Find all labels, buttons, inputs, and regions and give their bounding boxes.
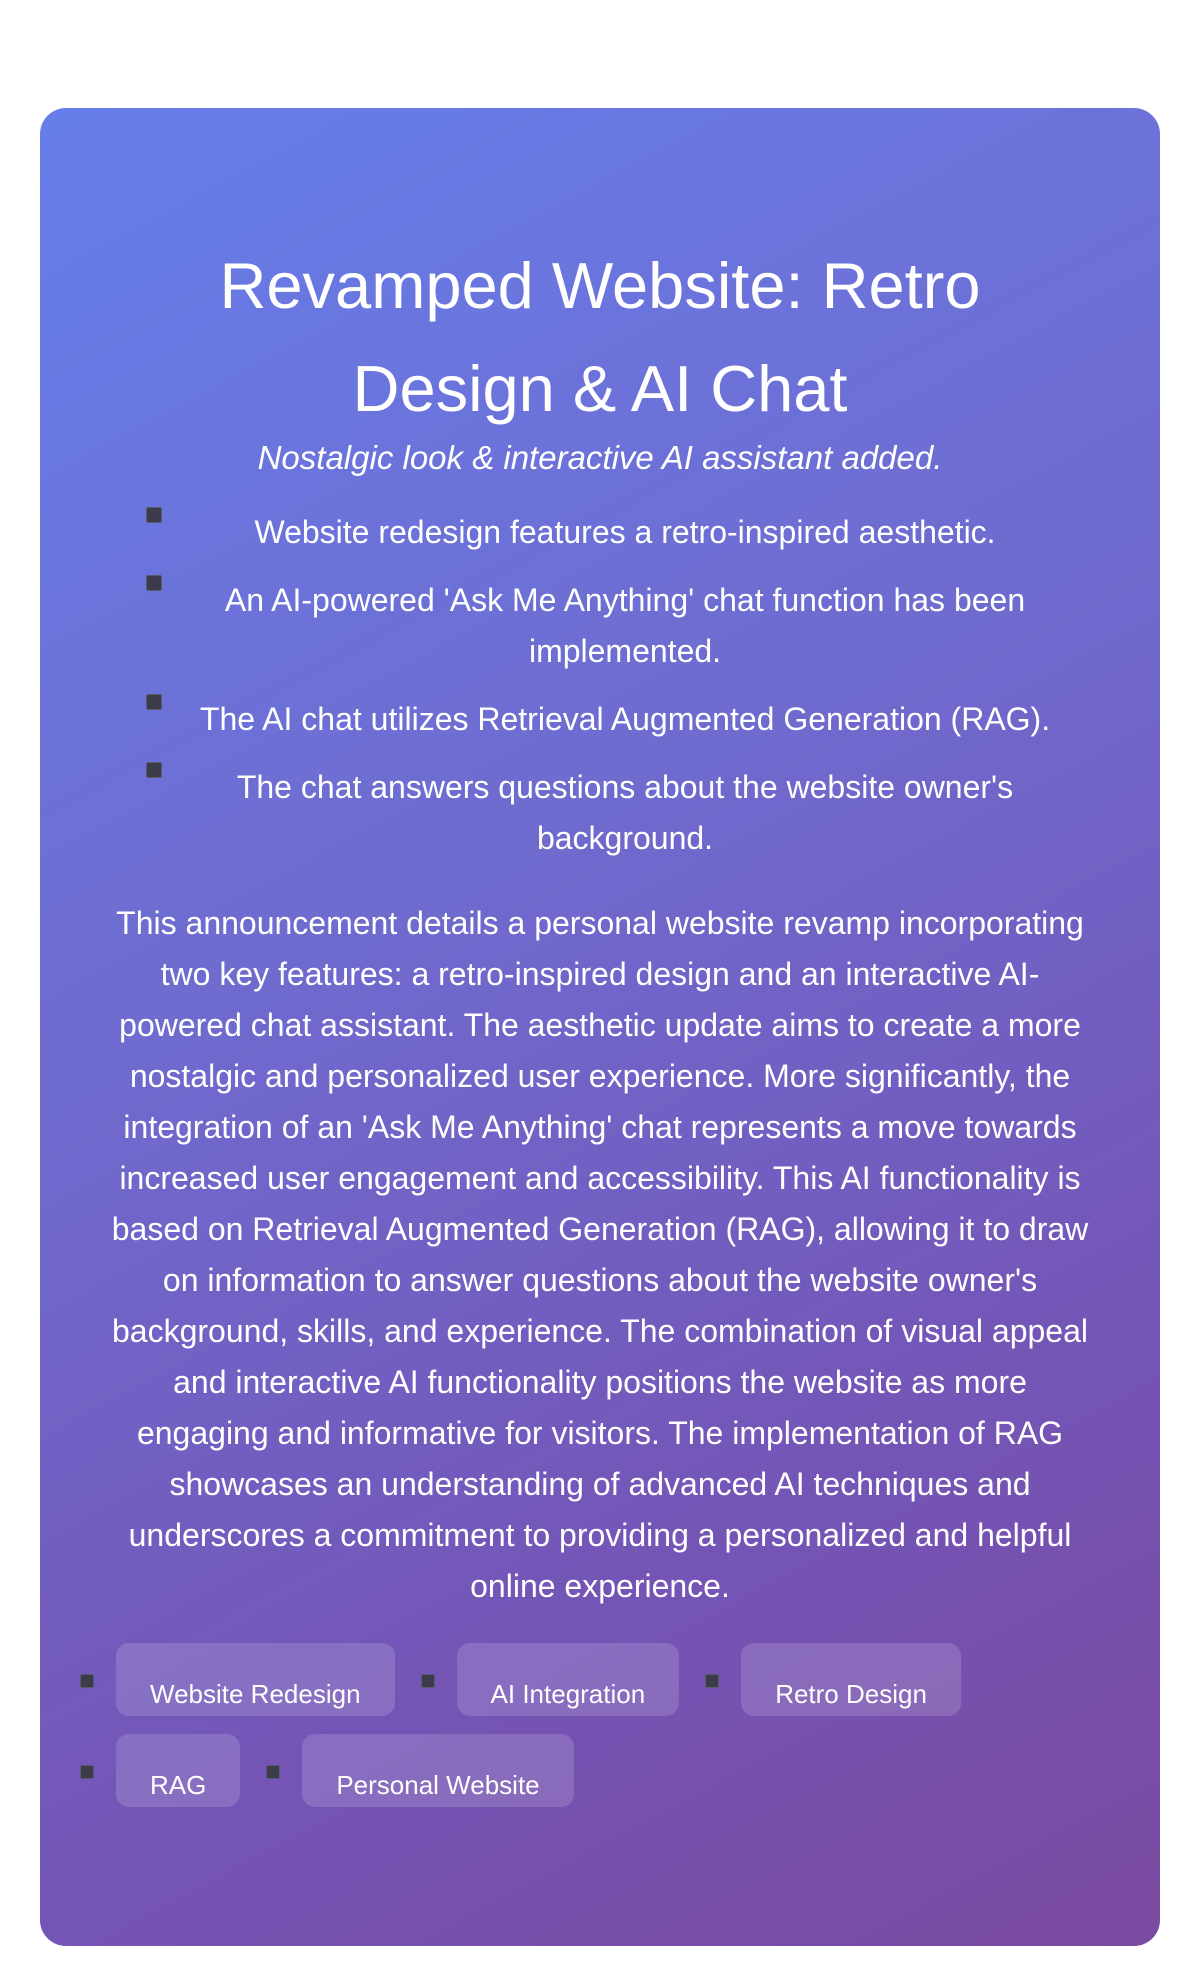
highlight-text: An AI-powered 'Ask Me Anything' chat function has been implemented.	[224, 582, 1026, 669]
page-subtitle: Nostalgic look & interactive AI assistant added.	[257, 439, 943, 476]
article-body: This announcement details a personal website revamp incorporating two key features: a retro-inspired design and an interactive AI-powered chat assistant. The aesthetic update aims to create a more nostalgic and personalized user experience. More significantly, the integration of an 'Ask Me Anything' chat represents a move towards increased user engagement and accessibility. This AI functionality is based on Retrieval Augmented Generation (RAG), allowing it to draw on information to answer questions about the website owner's background, skills, and experience. The combination of visual appeal and interactive AI functionality positions the website as more engaging and informative for visitors. The implementation of RAG showcases an understanding of advanced AI techniques and underscores a commitment to providing a personalized and helpful online experience.	[111, 905, 1089, 1604]
tag-list-item	[266, 1734, 573, 1807]
tag-list-item	[80, 1734, 240, 1807]
tag-rag[interactable]: RAG	[116, 1734, 240, 1807]
list-item	[110, 575, 1090, 677]
tag-ai-integration[interactable]: AI Integration	[457, 1643, 680, 1716]
square-bullet-icon	[146, 762, 162, 778]
highlight-text: The AI chat utilizes Retrieval Augmented Generation (RAG).	[199, 701, 1051, 737]
square-bullet-icon	[266, 1765, 280, 1779]
square-bullet-icon	[80, 1765, 94, 1779]
square-bullet-icon	[146, 507, 162, 523]
tag-website-redesign[interactable]: Website Redesign	[116, 1643, 395, 1716]
tag-list-item	[80, 1643, 395, 1716]
square-bullet-icon	[705, 1674, 719, 1688]
tag-retro-design[interactable]: Retro Design	[741, 1643, 961, 1716]
highlights-list	[110, 507, 1090, 864]
highlight-text: Website redesign features a retro-inspired aesthetic.	[254, 514, 996, 550]
page-title: Revamped Website: Retro Design & AI Chat	[219, 249, 981, 425]
square-bullet-icon	[80, 1674, 94, 1688]
list-item	[110, 762, 1090, 864]
announcement-card	[40, 108, 1160, 1946]
tag-list-item	[421, 1643, 680, 1716]
square-bullet-icon	[146, 694, 162, 710]
tag-list-item	[705, 1643, 961, 1716]
tag-list	[80, 1643, 1090, 1807]
tag-personal-website[interactable]: Personal Website	[302, 1734, 573, 1807]
highlight-text: The chat answers questions about the website owner's background.	[236, 769, 1014, 856]
square-bullet-icon	[146, 575, 162, 591]
list-item	[110, 694, 1090, 745]
list-item	[110, 507, 1090, 558]
square-bullet-icon	[421, 1674, 435, 1688]
